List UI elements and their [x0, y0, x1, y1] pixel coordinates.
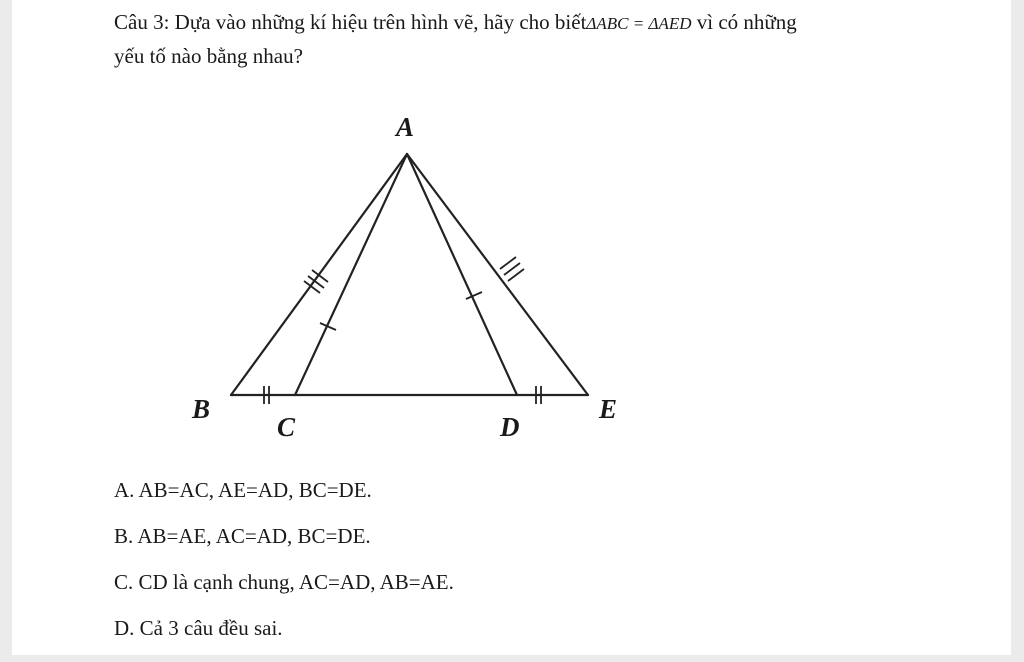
tick-AD: [466, 292, 482, 299]
question-line-2: yếu tố nào bằng nhau?: [114, 44, 303, 68]
vertex-label-E: E: [599, 394, 618, 424]
vertex-label-C: C: [277, 412, 296, 442]
answer-list: [114, 478, 454, 662]
segment-AD: [407, 154, 517, 395]
question-suffix: vì có những: [691, 10, 797, 34]
question-prefix: Câu 3: Dựa vào những kí hiệu trên hình vẽ, hãy cho biết: [114, 10, 587, 34]
vertex-label-D: D: [500, 412, 520, 442]
answer-option-b[interactable]: B. AB=AE, AC=AD, BC=DE.: [114, 524, 371, 548]
vertex-label-A: A: [396, 112, 415, 142]
answer-option-d[interactable]: D. Cả 3 câu đều sai.: [114, 616, 283, 640]
congruence-statement: ΔABC = ΔAED: [586, 14, 692, 33]
segment-AC: [295, 154, 407, 395]
segment-AE: [407, 154, 588, 395]
answer-option-a[interactable]: A. AB=AC, AE=AD, BC=DE.: [114, 478, 372, 502]
tick-marks: [264, 257, 541, 404]
answer-option-c[interactable]: C. CD là cạnh chung, AC=AD, AB=AE.: [114, 570, 454, 594]
vertex-label-B: B: [192, 394, 211, 424]
